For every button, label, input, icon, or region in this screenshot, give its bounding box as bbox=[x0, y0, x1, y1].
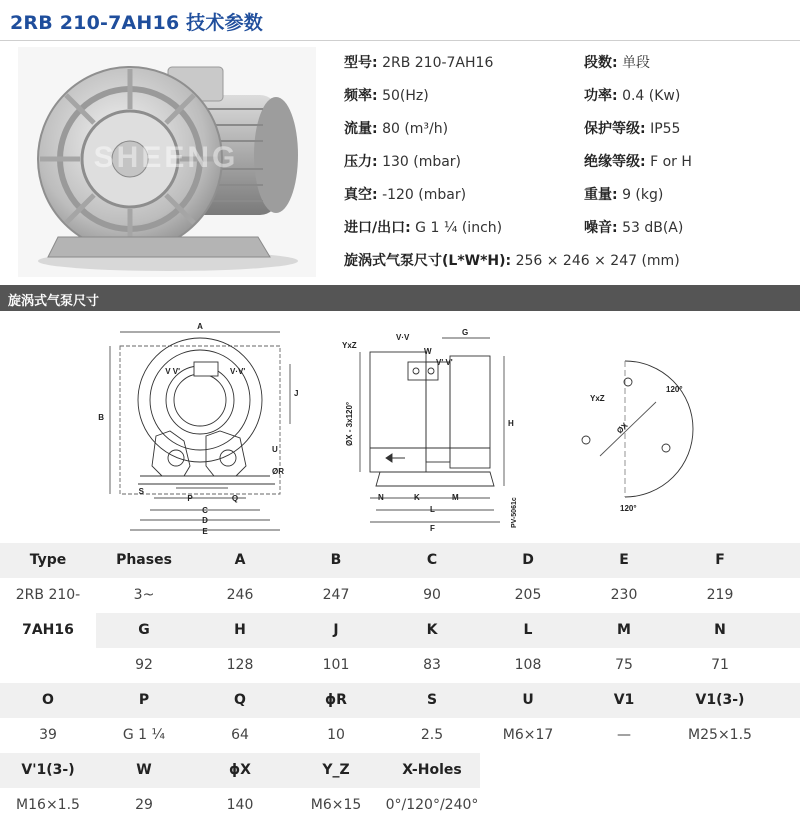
header-p: P bbox=[138, 692, 150, 708]
cell-j: 101 bbox=[322, 657, 350, 673]
cell-e: 230 bbox=[610, 587, 638, 603]
cell-m: 75 bbox=[615, 657, 633, 673]
svg-text:C: C bbox=[202, 506, 208, 515]
header-r: ϕR bbox=[325, 692, 347, 708]
table-row bbox=[0, 543, 800, 578]
svg-text:F: F bbox=[430, 524, 435, 533]
header-u: U bbox=[522, 692, 534, 708]
header-a: A bbox=[234, 552, 246, 568]
header-o: O bbox=[42, 692, 54, 708]
table-row bbox=[0, 648, 800, 683]
svg-text:YxZ: YxZ bbox=[342, 341, 357, 350]
cell-r: 10 bbox=[327, 727, 345, 743]
svg-text:ØX - 3x120°: ØX - 3x120° bbox=[345, 401, 354, 446]
cell-h: 128 bbox=[226, 657, 254, 673]
spec-model: 型号: 2RB 210-7AH16 bbox=[344, 55, 494, 71]
svg-text:U: U bbox=[272, 445, 278, 454]
header-q: Q bbox=[234, 692, 246, 708]
svg-text:120°: 120° bbox=[666, 385, 683, 394]
spec-power: 功率: 0.4 (Kw) bbox=[584, 88, 681, 104]
cell-k: 83 bbox=[423, 657, 441, 673]
svg-text:M: M bbox=[452, 493, 459, 502]
header-m: M bbox=[617, 622, 631, 638]
cell-w: 29 bbox=[135, 797, 153, 813]
spec-weight: 重量: 9 (kg) bbox=[584, 187, 664, 203]
cell-g: 92 bbox=[135, 657, 153, 673]
svg-text:120°: 120° bbox=[620, 504, 637, 513]
cell-a: 246 bbox=[226, 587, 254, 603]
table-row bbox=[0, 753, 480, 788]
svg-text:YxZ: YxZ bbox=[590, 394, 605, 403]
svg-text:V' V': V' V' bbox=[436, 358, 453, 367]
header-phases: Phases bbox=[116, 552, 172, 568]
spec-flow: 流量: 80 (m³/h) bbox=[344, 121, 449, 137]
svg-text:ØX: ØX bbox=[615, 420, 630, 436]
svg-text:E: E bbox=[202, 527, 208, 536]
spec-inlet-outlet: 进口/出口: G 1 ¼ (inch) bbox=[344, 220, 503, 236]
svg-text:H: H bbox=[508, 419, 514, 428]
table-row bbox=[0, 578, 800, 613]
header-x-holes: X-Holes bbox=[402, 762, 462, 778]
cell-yz: M6×15 bbox=[310, 797, 362, 813]
cell-s: 2.5 bbox=[420, 727, 444, 743]
header-n: N bbox=[714, 622, 726, 638]
section-title: 旋涡式气泵尺寸 bbox=[8, 294, 100, 309]
cell-type-cont: 7AH16 bbox=[0, 613, 96, 648]
cell-v-1-3: M16×1.5 bbox=[16, 797, 80, 813]
cell-x: 140 bbox=[226, 797, 254, 813]
spec-frequency: 频率: 50(Hz) bbox=[344, 88, 429, 104]
svg-text:B: B bbox=[98, 413, 104, 422]
svg-text:G: G bbox=[462, 328, 469, 337]
svg-text:ØR: ØR bbox=[272, 467, 284, 476]
header-s: S bbox=[426, 692, 438, 708]
table-row bbox=[0, 718, 800, 753]
spec-pressure: 压力: 130 (mbar) bbox=[344, 154, 462, 170]
header-e: E bbox=[619, 552, 629, 568]
svg-text:A: A bbox=[197, 322, 203, 331]
table-row bbox=[0, 683, 800, 718]
svg-text:V·V': V·V' bbox=[230, 367, 246, 376]
cell-d: 205 bbox=[514, 587, 542, 603]
spec-noise: 噪音: 53 dB(A) bbox=[584, 220, 684, 236]
cell-q: 64 bbox=[231, 727, 249, 743]
section-header bbox=[0, 285, 800, 311]
cell-x-holes: 0°/120°/240° bbox=[385, 797, 479, 813]
svg-text:J: J bbox=[294, 389, 299, 398]
cell-f: 219 bbox=[706, 587, 734, 603]
svg-text:D: D bbox=[202, 516, 208, 525]
header-v1: V1 bbox=[613, 692, 635, 708]
header-d: D bbox=[522, 552, 534, 568]
cell-v1: — bbox=[617, 727, 631, 743]
header-v-1-3: V'1(3-) bbox=[21, 762, 75, 778]
header-x: ϕX bbox=[229, 762, 251, 778]
cell-l: 108 bbox=[514, 657, 542, 673]
product-photo bbox=[18, 47, 316, 277]
spec-dimensions: 旋涡式气泵尺寸(L*W*H): 256 × 246 × 247 (mm) bbox=[344, 253, 680, 269]
cell-type: 2RB 210- bbox=[15, 587, 81, 603]
cell-o: 39 bbox=[39, 727, 57, 743]
dimension-drawing bbox=[80, 316, 720, 538]
title-divider bbox=[0, 40, 800, 41]
cell-p: G 1 ¼ bbox=[122, 727, 166, 743]
spec-stages: 段数: 单段 bbox=[584, 55, 651, 71]
cell-v1-3: M25×1.5 bbox=[688, 727, 752, 743]
header-yz: Y_Z bbox=[322, 762, 350, 778]
header-type: Type bbox=[29, 552, 67, 568]
svg-text:V·V: V·V bbox=[396, 333, 410, 342]
svg-text:K: K bbox=[414, 493, 420, 502]
page-title: 2RB 210-7AH16 技术参数 bbox=[10, 12, 263, 34]
cell-u: M6×17 bbox=[502, 727, 554, 743]
spec-vacuum: 真空: -120 (mbar) bbox=[344, 187, 467, 203]
cell-b: 247 bbox=[322, 587, 350, 603]
svg-text:P: P bbox=[187, 494, 193, 503]
cell-n: 71 bbox=[711, 657, 729, 673]
svg-text:W: W bbox=[424, 347, 432, 356]
header-l: L bbox=[523, 622, 533, 638]
header-j: J bbox=[333, 622, 339, 638]
svg-text:N: N bbox=[378, 493, 384, 502]
svg-text:L: L bbox=[430, 505, 435, 514]
table-row bbox=[0, 788, 800, 823]
flange-view bbox=[582, 361, 693, 497]
svg-text:Q: Q bbox=[231, 494, 239, 503]
blower-illustration bbox=[18, 47, 316, 277]
photo-watermark: SHEENG bbox=[93, 141, 239, 174]
front-view bbox=[110, 332, 290, 530]
svg-text:V V': V V' bbox=[165, 367, 180, 376]
cell-phases: 3~ bbox=[133, 587, 155, 603]
svg-text:PV-5061c: PV-5061c bbox=[511, 497, 518, 528]
cell-c: 90 bbox=[423, 587, 441, 603]
table-row bbox=[0, 613, 800, 648]
header-v1-3: V1(3-) bbox=[695, 692, 745, 708]
header-g: G bbox=[138, 622, 150, 638]
spec-protection: 保护等级: IP55 bbox=[584, 121, 681, 137]
header-h: H bbox=[234, 622, 246, 638]
header-f: F bbox=[715, 552, 725, 568]
header-c: C bbox=[426, 552, 438, 568]
svg-text:S: S bbox=[138, 487, 144, 496]
header-b: B bbox=[330, 552, 342, 568]
header-k: K bbox=[426, 622, 438, 638]
spec-insulation: 绝缘等级: F or H bbox=[584, 154, 692, 170]
header-w: W bbox=[136, 762, 152, 778]
